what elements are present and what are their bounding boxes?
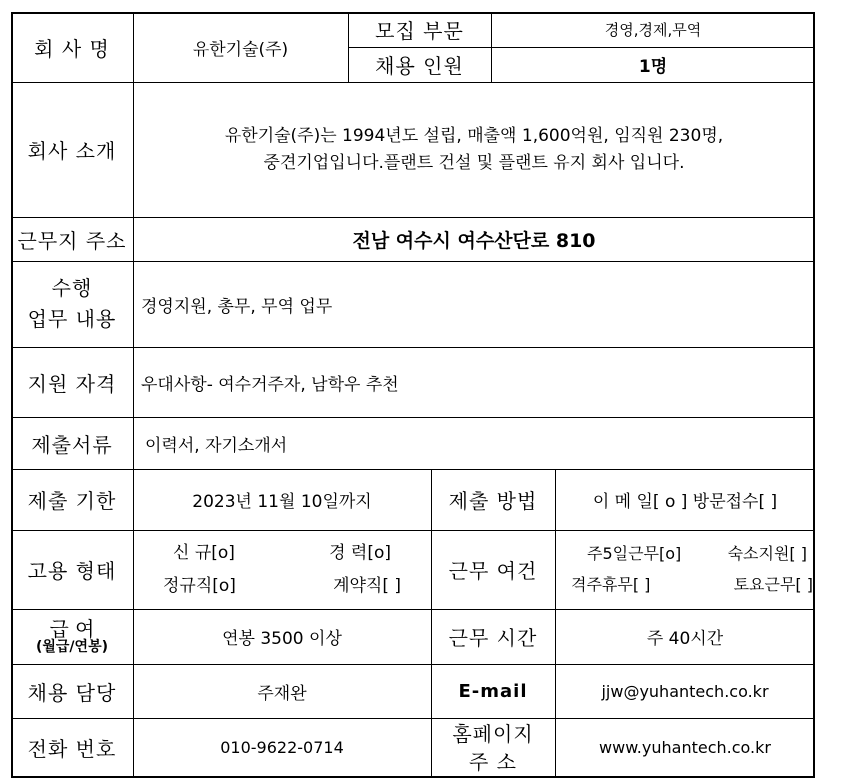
address-value: 전남 여수시 여수산단로 810 [352,229,596,252]
deadline-value: 2023년 11월 10일까지 [192,492,372,512]
address-label: 근무지 주소 [17,228,127,253]
employment-new-option: 신 규[o] [173,543,235,564]
salary-label [11,609,133,664]
qualification-label: 지원 자격 [27,371,117,396]
duties-value: 경영지원, 총무, 무역 업무 [141,296,333,317]
qualification-value: 우대사항- 여수거주자, 남학우 추천 [141,374,399,395]
condition-dorm-option: 숙소지원[ ] [727,544,807,564]
submit-method-value: 이 메 일[ o ] 방문접수[ ] [592,492,778,512]
deadline-label: 제출 기한 [27,489,117,513]
documents-label: 제출서류 [31,432,113,457]
work-hours-label: 근무 시간 [448,626,538,650]
employment-regular-option: 정규직[o] [163,575,236,596]
border-left [11,12,13,778]
phone-value: 010-9622-0714 [220,738,344,757]
col-divider [431,469,432,778]
row-divider [11,718,815,719]
documents-value: 이력서, 자기소개서 [145,435,288,456]
employment-career-option: 경 력[o] [329,543,391,564]
condition-5day-option: 주5일근무[o] [587,544,682,564]
row-divider [11,417,815,418]
homepage-value[interactable]: www.yuhantech.co.kr [599,738,771,757]
row-divider [11,664,815,665]
phone-label: 전화 번호 [27,737,117,761]
headcount-value: 1명 [638,57,668,77]
intro-label: 회사 소개 [27,139,117,163]
company-name-value: 유한기술(주) [192,39,289,60]
salary-label-line-1: 급 여 [49,616,95,641]
duties-label-line-2: 업무 내용 [27,307,117,331]
salary-value: 연봉 3500 이상 [222,629,342,649]
row-divider [11,82,815,83]
duties-label [11,261,133,347]
col-divider [555,469,556,778]
col-divider [133,12,134,778]
condition-alt-option: 격주휴무[ ] [571,574,651,594]
work-conditions-options [555,530,815,609]
duties-label-line-1: 수행 [51,276,93,300]
manager-label: 채용 담당 [27,680,117,705]
submit-method-label: 제출 방법 [448,489,538,513]
col-divider [348,12,349,82]
recruit-field-label: 모집 부문 [375,19,464,43]
homepage-label-line-1: 홈페이지 [452,721,534,746]
row-divider [11,530,815,531]
job-posting-form [11,12,815,777]
company-name-label: 회 사 명 [34,36,110,61]
row-divider [11,347,815,348]
salary-label-line-2: (월급/연봉) [35,638,108,655]
border-top [11,12,815,14]
intro-line-2: 중견기업입니다.플랜트 건설 및 플랜트 유지 회사 입니다. [263,152,685,173]
employment-contract-option: 계약직[ ] [333,575,401,596]
recruit-field-value: 경영,경제,무역 [604,21,702,39]
border-right [813,12,815,778]
condition-sat-option: 토요근무[ ] [733,574,813,594]
col-divider [491,12,492,82]
intro-value [133,82,815,217]
homepage-label [431,718,555,777]
row-divider [348,47,815,48]
row-divider [11,469,815,470]
intro-line-1: 유한기술(주)는 1994년도 설립, 매출액 1,600억원, 임직원 230명, [224,126,724,147]
row-divider [11,609,815,610]
employment-type-options [133,530,431,609]
work-hours-value: 주 40시간 [646,629,724,649]
row-divider [11,261,815,262]
border-bottom [11,776,815,778]
employment-type-label: 고용 형태 [27,559,117,583]
work-conditions-label: 근무 여건 [448,559,538,583]
manager-value: 주재완 [257,683,307,704]
homepage-label-line-2: 주 소 [469,749,517,774]
row-divider [11,217,815,218]
headcount-label: 채용 인원 [375,54,464,78]
email-value[interactable]: jjw@yuhantech.co.kr [601,681,769,701]
email-label: E-mail [458,680,528,702]
